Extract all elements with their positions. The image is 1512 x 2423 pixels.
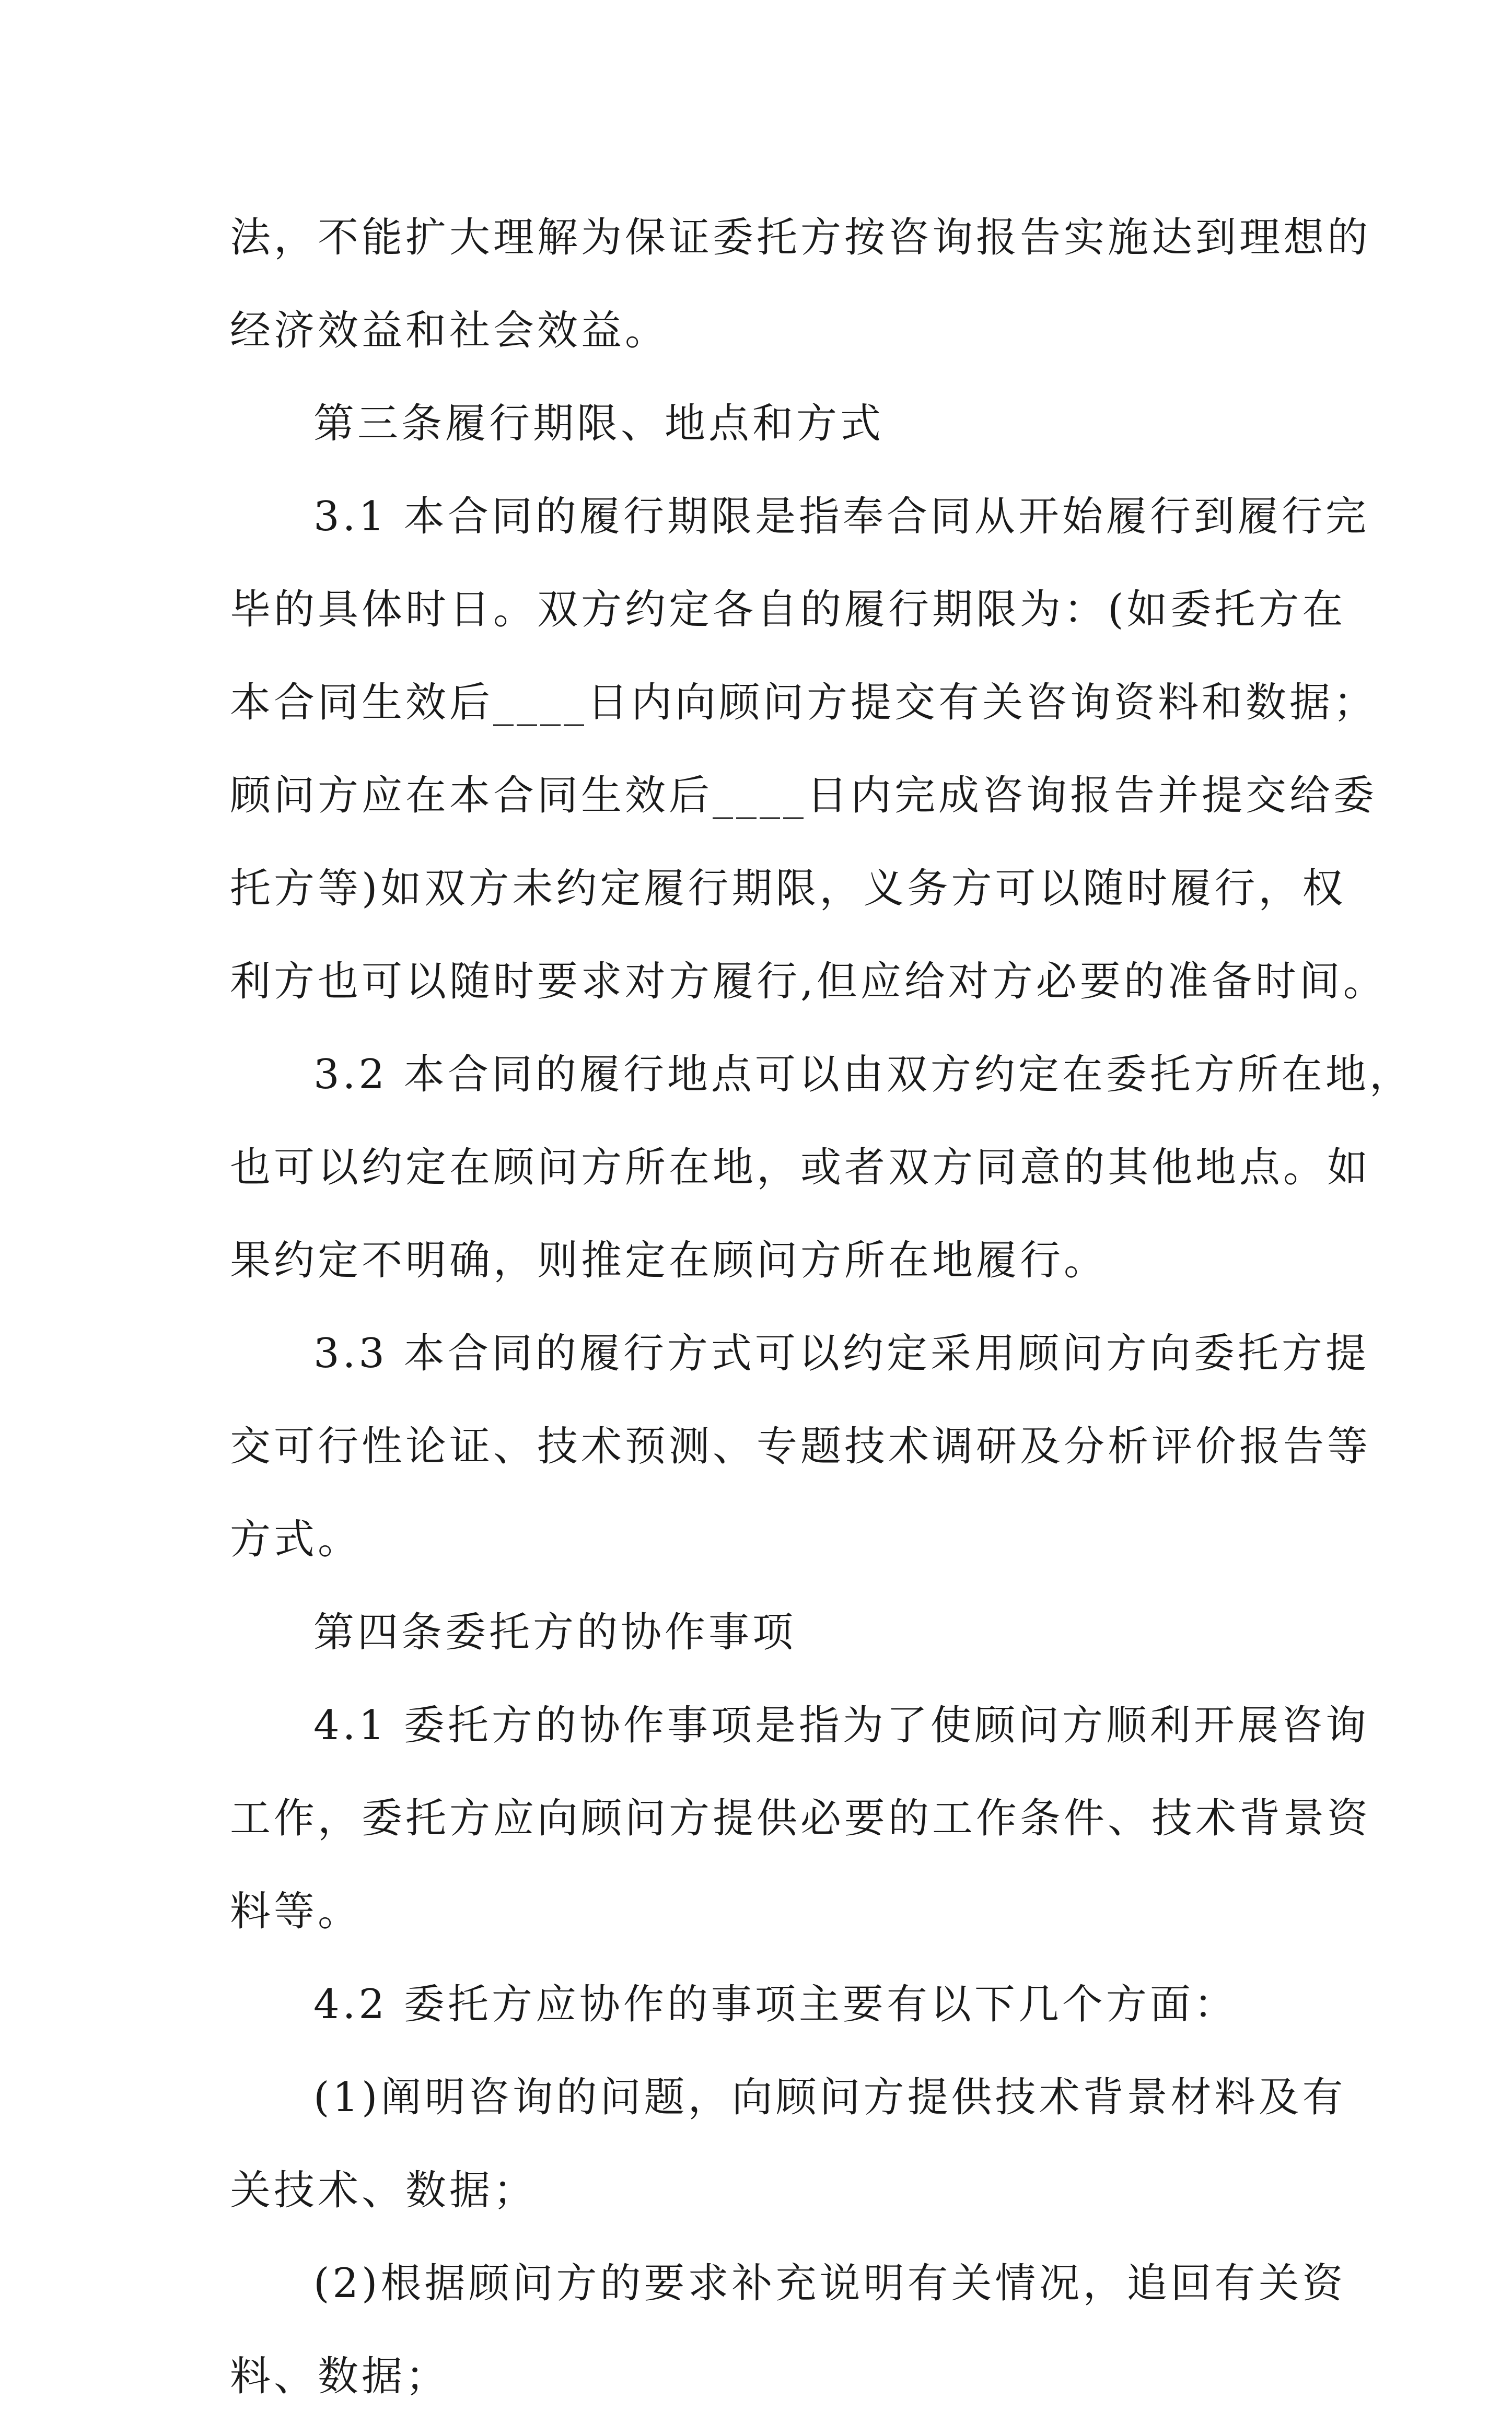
text-line: 工作，委托方应向顾问方提供必要的工作条件、技术背景资 (230, 1795, 1371, 1842)
text-line: 本合同生效后____日内向顾问方提交有关咨询资料和数据； (230, 679, 1378, 726)
text-line: 3.3 本合同的履行方式可以约定采用顾问方向委托方提 (313, 1330, 1369, 1377)
text-line: 托方等)如双方未约定履行期限，义务方可以随时履行，权 (230, 865, 1346, 912)
text-line: 3.1 本合同的履行期限是指奉合同从开始履行到履行完 (313, 493, 1369, 540)
text-line: 经济效益和社会效益。 (230, 307, 669, 354)
text-line: 利方也可以随时要求对方履行,但应给对方必要的准备时间。 (230, 958, 1387, 1005)
text-line: 3.2 本合同的履行地点可以由双方约定在委托方所在地， (313, 1051, 1413, 1098)
text-line: (2)根据顾问方的要求补充说明有关情况，追回有关资 (313, 2260, 1346, 2307)
text-line: 交可行性论证、技术预测、专题技术调研及分析评价报告等 (230, 1423, 1371, 1470)
text-line: 顾问方应在本合同生效后____日内完成咨询报告并提交给委 (230, 772, 1378, 819)
text-line: 方式。 (230, 1516, 362, 1563)
text-line: 果约定不明确，则推定在顾问方所在地履行。 (230, 1237, 1108, 1284)
section-heading: 第三条履行期限、地点和方式 (313, 400, 885, 447)
text-line: 料、数据； (230, 2353, 450, 2400)
text-line: 关技术、数据； (230, 2167, 538, 2214)
document-body (230, 191, 1413, 2423)
text-line: 毕的具体时日。双方约定各自的履行期限为：(如委托方在 (230, 586, 1346, 633)
text-line: 4.1 委托方的协作事项是指为了使顾问方顺利开展咨询 (313, 1702, 1369, 1749)
text-line: 法，不能扩大理解为保证委托方按咨询报告实施达到理想的 (230, 214, 1371, 261)
section-heading: 第四条委托方的协作事项 (313, 1609, 797, 1656)
text-line: 4.2 委托方应协作的事项主要有以下几个方面： (313, 1981, 1238, 2028)
text-line: 料等。 (230, 1888, 362, 1935)
text-line: 也可以约定在顾问方所在地，或者双方同意的其他地点。如 (230, 1144, 1371, 1191)
text-line: (1)阐明咨询的问题，向顾问方提供技术背景材料及有 (313, 2074, 1346, 2121)
